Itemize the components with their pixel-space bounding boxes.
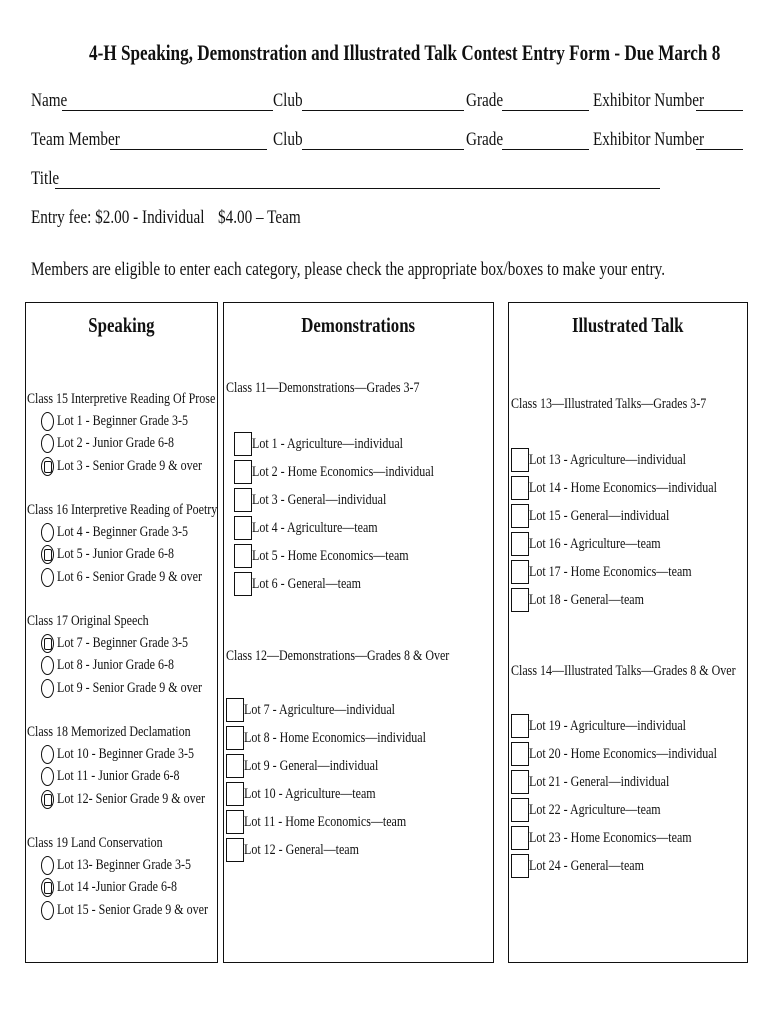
illustrated-lot-label: Lot 14 - Home Economics—individual <box>529 480 717 496</box>
demonstrations-lot-checkbox[interactable] <box>234 432 252 456</box>
illustrated-lot-label: Lot 18 - General—team <box>529 592 644 608</box>
illustrated-lot-label: Lot 21 - General—individual <box>529 774 670 790</box>
illustrated-lot-checkbox[interactable] <box>511 798 529 822</box>
demonstrations-lot-label: Lot 7 - Agriculture—individual <box>244 702 395 718</box>
lot-radio-circle[interactable] <box>41 434 54 453</box>
grade2-label: Grade <box>466 129 504 150</box>
illustrated-lot-checkbox[interactable] <box>511 826 529 850</box>
lot-radio-circle[interactable] <box>41 457 54 476</box>
demonstrations-lot-checkbox[interactable] <box>226 754 244 778</box>
speaking-class-heading: Class 18 Memorized Declamation <box>27 724 191 740</box>
team-member-input[interactable] <box>110 131 267 150</box>
demonstrations-heading: Demonstrations <box>301 313 416 337</box>
demonstrations-lot-label: Lot 11 - Home Economics—team <box>244 814 407 830</box>
demonstrations-lot-label: Lot 8 - Home Economics—individual <box>244 730 426 746</box>
speaking-lot-label: Lot 1 - Beginner Grade 3-5 <box>57 413 188 429</box>
speaking-lot-label: Lot 10 - Beginner Grade 3-5 <box>57 746 194 762</box>
exhibitor-number2-input[interactable] <box>696 131 743 150</box>
demonstrations-lot-label: Lot 10 - Agriculture—team <box>244 786 376 802</box>
form-title <box>0 40 770 66</box>
speaking-lot-label: Lot 9 - Senior Grade 9 & over <box>57 679 202 696</box>
speaking-lot-label: Lot 7 - Beginner Grade 3-5 <box>57 635 188 651</box>
grade-label: Grade <box>466 90 504 111</box>
illustrated-class-heading: Class 14—Illustrated Talks—Grades 8 & Over <box>511 663 736 679</box>
grade-input[interactable] <box>502 92 589 111</box>
club-input[interactable] <box>302 92 464 111</box>
demonstrations-lot-label: Lot 9 - General—individual <box>244 758 379 774</box>
demonstrations-lot-label: Lot 1 - Agriculture—individual <box>252 436 403 452</box>
illustrated-lot-checkbox[interactable] <box>511 532 529 556</box>
lot-radio-circle[interactable] <box>41 745 54 764</box>
speaking-class-heading: Class 15 Interpretive Reading Of Prose <box>27 391 216 407</box>
lot-radio-circle[interactable] <box>41 878 54 897</box>
lot-radio-circle[interactable] <box>41 767 54 786</box>
lot-radio-circle[interactable] <box>41 545 54 564</box>
lot-radio-circle[interactable] <box>41 523 54 542</box>
demonstrations-lot-checkbox[interactable] <box>226 838 244 862</box>
fee-team: $4.00 – Team <box>218 207 301 228</box>
illustrated-lot-checkbox[interactable] <box>511 742 529 766</box>
exhibitor-number2-label: Exhibitor Number <box>593 129 705 150</box>
title-label: Title <box>31 168 60 189</box>
illustrated-class-heading: Class 13—Illustrated Talks—Grades 3-7 <box>511 396 707 412</box>
name-label: Name <box>31 90 68 111</box>
form-title-text: 4-H Speaking, Demonstration and Illustrated Talk Contest Entry Form - Due March 8 <box>89 40 721 65</box>
team-member-label: Team Member <box>31 129 120 150</box>
illustrated-talk-heading: Illustrated Talk <box>572 313 684 337</box>
demonstrations-lot-label: Lot 3 - General—individual <box>252 492 387 508</box>
lot-radio-circle[interactable] <box>41 901 54 920</box>
illustrated-lot-label: Lot 17 - Home Economics—team <box>529 564 692 580</box>
speaking-class-heading: Class 19 Land Conservation <box>27 835 163 851</box>
demonstrations-lot-checkbox[interactable] <box>234 572 252 596</box>
illustrated-lot-checkbox[interactable] <box>511 448 529 472</box>
illustrated-lot-checkbox[interactable] <box>511 504 529 528</box>
illustrated-lot-label: Lot 22 - Agriculture—team <box>529 802 661 818</box>
speaking-lot-label: Lot 4 - Beginner Grade 3-5 <box>57 524 188 540</box>
demonstrations-lot-label: Lot 6 - General—team <box>252 576 361 592</box>
club2-input[interactable] <box>302 131 464 150</box>
illustrated-lot-label: Lot 23 - Home Economics—team <box>529 830 692 846</box>
speaking-lot-label: Lot 8 - Junior Grade 6-8 <box>57 657 174 674</box>
demonstrations-class-heading: Class 12—Demonstrations—Grades 8 & Over <box>226 648 450 664</box>
exhibitor-number-label: Exhibitor Number <box>593 90 705 111</box>
lot-radio-circle[interactable] <box>41 679 54 698</box>
speaking-lot-label: Lot 14 -Junior Grade 6-8 <box>57 879 177 896</box>
grade2-input[interactable] <box>502 131 589 150</box>
illustrated-lot-label: Lot 24 - General—team <box>529 858 644 874</box>
illustrated-lot-checkbox[interactable] <box>511 770 529 794</box>
speaking-class-heading: Class 17 Original Speech <box>27 613 149 629</box>
demonstrations-panel <box>223 302 494 963</box>
speaking-lot-label: Lot 3 - Senior Grade 9 & over <box>57 457 202 474</box>
illustrated-lot-checkbox[interactable] <box>511 476 529 500</box>
speaking-lot-label: Lot 11 - Junior Grade 6-8 <box>57 768 180 785</box>
speaking-panel <box>25 302 218 963</box>
demonstrations-lot-checkbox[interactable] <box>234 488 252 512</box>
speaking-lot-label: Lot 5 - Junior Grade 6-8 <box>57 546 174 563</box>
speaking-lot-label: Lot 13- Beginner Grade 3-5 <box>57 857 191 873</box>
lot-radio-circle[interactable] <box>41 412 54 431</box>
name-input[interactable] <box>62 92 273 111</box>
demonstrations-lot-checkbox[interactable] <box>226 698 244 722</box>
illustrated-lot-label: Lot 16 - Agriculture—team <box>529 536 661 552</box>
lot-radio-circle[interactable] <box>41 634 54 653</box>
lot-radio-circle[interactable] <box>41 568 54 587</box>
speaking-lot-label: Lot 15 - Senior Grade 9 & over <box>57 901 208 918</box>
illustrated-lot-checkbox[interactable] <box>511 560 529 584</box>
demonstrations-lot-checkbox[interactable] <box>234 516 252 540</box>
demonstrations-lot-checkbox[interactable] <box>226 726 244 750</box>
speaking-lot-label: Lot 2 - Junior Grade 6-8 <box>57 435 174 452</box>
demonstrations-lot-label: Lot 5 - Home Economics—team <box>252 548 409 564</box>
demonstrations-lot-label: Lot 12 - General—team <box>244 842 359 858</box>
illustrated-lot-label: Lot 15 - General—individual <box>529 508 670 524</box>
title-input[interactable] <box>55 170 660 189</box>
demonstrations-lot-checkbox[interactable] <box>226 782 244 806</box>
demonstrations-class-heading: Class 11—Demonstrations—Grades 3-7 <box>226 380 420 396</box>
illustrated-lot-checkbox[interactable] <box>511 588 529 612</box>
demonstrations-lot-checkbox[interactable] <box>234 544 252 568</box>
illustrated-lot-checkbox[interactable] <box>511 714 529 738</box>
club2-label: Club <box>273 129 303 150</box>
illustrated-talk-panel <box>508 302 748 963</box>
lot-radio-circle[interactable] <box>41 790 54 809</box>
demonstrations-lot-label: Lot 4 - Agriculture—team <box>252 520 378 536</box>
illustrated-lot-label: Lot 13 - Agriculture—individual <box>529 452 686 468</box>
speaking-heading: Speaking <box>88 313 155 337</box>
demonstrations-lot-checkbox[interactable] <box>234 460 252 484</box>
fee-individual: Entry fee: $2.00 - Individual <box>31 207 205 228</box>
demonstrations-lot-label: Lot 2 - Home Economics—individual <box>252 464 434 480</box>
illustrated-lot-checkbox[interactable] <box>511 854 529 878</box>
speaking-lot-label: Lot 6 - Senior Grade 9 & over <box>57 568 202 585</box>
illustrated-lot-label: Lot 20 - Home Economics—individual <box>529 746 717 762</box>
speaking-lot-label: Lot 12- Senior Grade 9 & over <box>57 790 205 807</box>
demonstrations-lot-checkbox[interactable] <box>226 810 244 834</box>
instructions: Members are eligible to enter each category, please check the appropriate box/boxes to make your entry. <box>31 259 666 280</box>
exhibitor-number-input[interactable] <box>696 92 743 111</box>
illustrated-lot-label: Lot 19 - Agriculture—individual <box>529 718 686 734</box>
club-label: Club <box>273 90 303 111</box>
lot-radio-circle[interactable] <box>41 656 54 675</box>
speaking-class-heading: Class 16 Interpretive Reading of Poetry <box>27 502 218 518</box>
lot-radio-circle[interactable] <box>41 856 54 875</box>
